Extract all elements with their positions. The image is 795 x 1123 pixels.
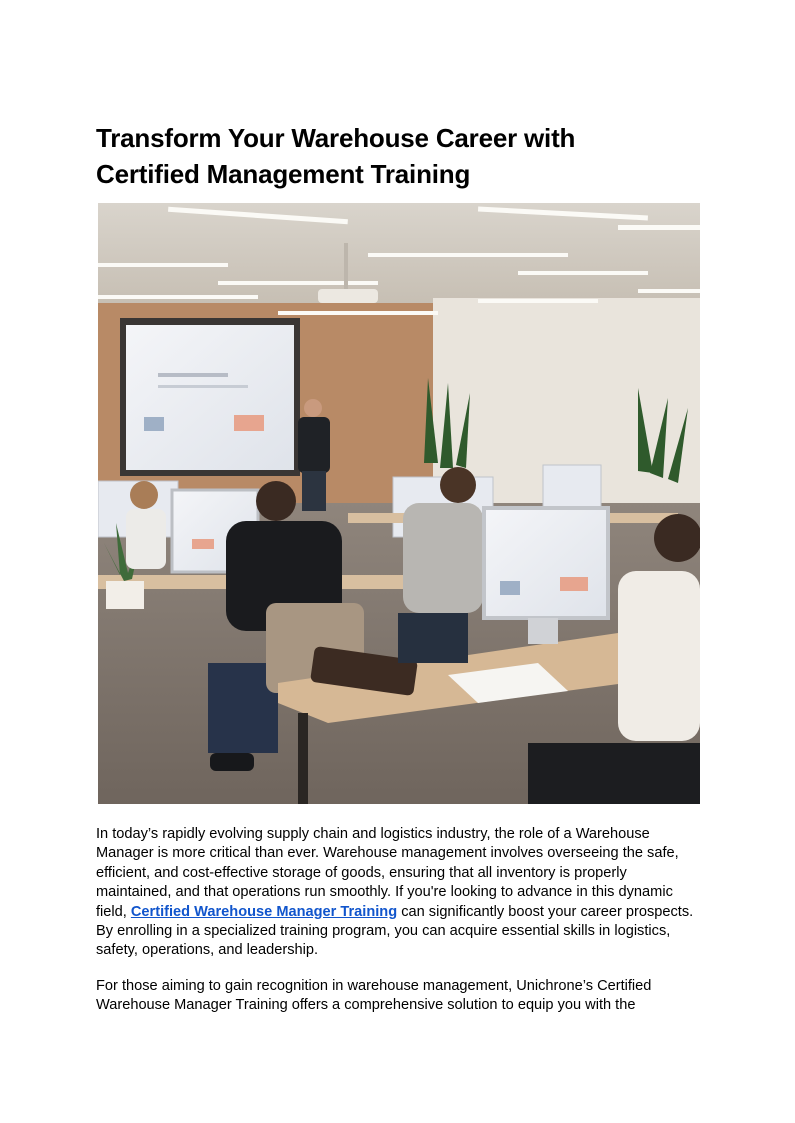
article-title xyxy=(96,120,716,192)
title-line-2: Certified Management Training xyxy=(96,159,471,189)
second-paragraph: For those aiming to gain recognition in warehouse management, Unichrone’s Certified Warehouse Manager Training offers a comprehensive solution to equip you with the xyxy=(96,978,652,1014)
intro-text-after-link: can significantly boost your career prospects. By enrolling in a specialized training program, you can acquire essential skills in logistics, safety, operations, and leadership. xyxy=(96,903,694,959)
certified-warehouse-manager-training-link[interactable]: Certified Warehouse Manager Training xyxy=(130,903,398,920)
intro-text-before-link: In today’s rapidly evolving supply chain and logistics industry, the role of a Warehouse Manager is more critical than ever. Warehouse management involves overseeing the safe, efficient, and cost-effective storage of goods, ensuring that all inventory is properly maintained, and that operations run smoothly. If you're looking to advance in this dynamic field, xyxy=(96,826,679,920)
classroom-photo xyxy=(98,203,700,804)
intro-paragraph xyxy=(96,825,701,961)
title-line-1: Transform Your Warehouse Career with xyxy=(96,123,576,153)
